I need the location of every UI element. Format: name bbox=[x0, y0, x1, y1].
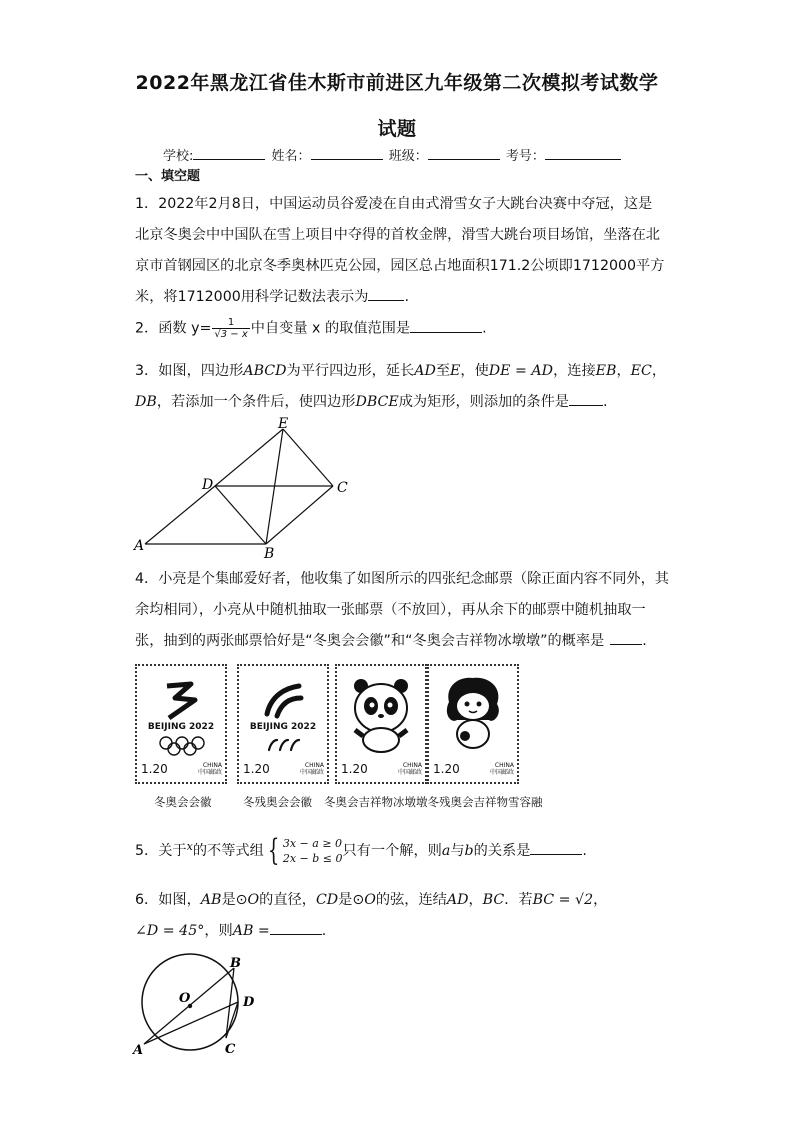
inequality-rows bbox=[283, 836, 343, 866]
q5-math: b bbox=[464, 843, 474, 859]
q5-period: . bbox=[582, 843, 587, 859]
label-c: C bbox=[337, 480, 348, 496]
q6-math: BC bbox=[482, 892, 505, 908]
label-o: O bbox=[179, 991, 191, 1006]
stamp-china-label bbox=[300, 762, 324, 776]
q2-text-a: 2．函数 y= bbox=[135, 320, 212, 337]
beijing-2022-text: BEIJING 2022 bbox=[249, 722, 317, 732]
q6-math: AB bbox=[200, 892, 222, 908]
q1-period: . bbox=[404, 289, 409, 305]
q4-line3 bbox=[135, 630, 647, 650]
q6-text: 的直径， bbox=[259, 892, 316, 908]
china-en: CHINA bbox=[202, 762, 222, 769]
q6-math: ∠D = 45° bbox=[135, 923, 205, 939]
olympic-rings-icon bbox=[158, 736, 206, 756]
section-heading: 一、填空题 bbox=[135, 169, 201, 184]
q3-text: 成为矩形，则添加的条件是 bbox=[398, 394, 569, 410]
china-cn: 中国邮政 bbox=[299, 769, 324, 776]
china-en: CHINA bbox=[494, 762, 514, 769]
q1-line4 bbox=[135, 286, 409, 306]
china-cn: 中国邮政 bbox=[397, 769, 422, 776]
caption-paralympics-emblem: 冬残奥会会徽 bbox=[243, 795, 312, 809]
segment-bc bbox=[266, 486, 333, 544]
class-label: 班级： bbox=[388, 149, 428, 164]
q3-text: ， bbox=[651, 363, 667, 379]
q5-line bbox=[135, 833, 587, 868]
label-a: A bbox=[133, 1043, 144, 1058]
q5-text: 的不等式组 bbox=[192, 843, 264, 859]
q3-text: ，若添加一个条件后，使四边形 bbox=[156, 394, 356, 410]
q3-text: 为平行四边形，延长 bbox=[286, 363, 415, 379]
name-label: 姓名： bbox=[271, 149, 311, 164]
brace-icon: { bbox=[267, 833, 280, 868]
exam-no-blank[interactable] bbox=[545, 147, 621, 160]
agitos-icon bbox=[265, 736, 301, 754]
q2-fraction bbox=[212, 317, 249, 340]
q3-text: ，连接 bbox=[553, 363, 596, 379]
q6-text: ，则 bbox=[204, 923, 233, 939]
stamp-china-label bbox=[398, 762, 422, 776]
paralympics-emblem-icon bbox=[255, 678, 311, 722]
q1-text: 米，将1712000用科学记数法表示为 bbox=[135, 289, 369, 305]
stamp-winter-olympics-emblem bbox=[135, 664, 227, 784]
q6-math: O bbox=[247, 892, 260, 908]
q2-numerator: 1 bbox=[227, 317, 235, 328]
q6-text: ， bbox=[593, 892, 608, 908]
segment-de bbox=[215, 429, 283, 486]
inequality-2: 2x − b ≤ 0 bbox=[282, 852, 343, 865]
q3-line2 bbox=[135, 391, 608, 411]
inequality-system bbox=[264, 833, 343, 868]
stamp-price: 1.20 bbox=[433, 762, 460, 776]
exam-title-line2: 试题 bbox=[377, 118, 417, 140]
inequality-1: 3x − a ≥ 0 bbox=[282, 837, 343, 850]
q5-math: a bbox=[441, 843, 451, 859]
stamp-price: 1.20 bbox=[141, 762, 168, 776]
beijing-2022-text: BEIJING 2022 bbox=[147, 722, 215, 732]
label-a: A bbox=[134, 538, 145, 554]
q5-answer-blank[interactable] bbox=[530, 841, 582, 855]
q3-figure bbox=[130, 414, 360, 564]
q1-line2: 北京冬奥会中中国队在雪上项目中夺得的首枚金牌，滑雪大跳台项目场馆，坐落在北 bbox=[135, 227, 660, 243]
class-blank[interactable] bbox=[428, 147, 500, 160]
q6-math: BC = √2 bbox=[532, 892, 594, 908]
q3-text: ， bbox=[616, 363, 631, 379]
q4-line1: 4．小亮是个集邮爱好者，他收集了如图所示的四张纪念邮票（除正面内容不同外，其 bbox=[135, 571, 669, 587]
segment-ec bbox=[283, 429, 333, 486]
china-cn: 中国邮政 bbox=[489, 769, 514, 776]
q1-line3: 京市首钢园区的北京冬季奥林匹克公园，园区总占地面积171.2公顷即1712000平方 bbox=[135, 258, 665, 274]
q6-math: AB = bbox=[232, 923, 270, 939]
lantern-mascot-icon bbox=[439, 674, 507, 756]
q3-line1 bbox=[135, 360, 666, 380]
label-e: E bbox=[278, 416, 289, 432]
caption-winter-olympics-emblem: 冬奥会会徽 bbox=[154, 795, 212, 809]
q3-text: 至 bbox=[435, 363, 451, 379]
winter-olympics-emblem-icon bbox=[153, 678, 209, 722]
q6-text: 是⊙ bbox=[221, 892, 248, 908]
q6-line1 bbox=[135, 889, 607, 909]
q1-line1: 1．2022年2月8日，中国运动员谷爱凌在自由式滑雪女子大跳台决赛中夺冠，这是 bbox=[135, 196, 653, 212]
panda-mascot-icon bbox=[347, 674, 415, 756]
q3-period: . bbox=[603, 394, 608, 410]
chord-ad bbox=[144, 1002, 238, 1044]
q6-answer-blank[interactable] bbox=[270, 921, 322, 935]
q6-line2 bbox=[135, 920, 326, 940]
school-blank[interactable] bbox=[193, 147, 265, 160]
q6-period: . bbox=[321, 923, 327, 939]
q3-answer-blank[interactable] bbox=[569, 392, 603, 406]
label-c: C bbox=[225, 1042, 236, 1057]
q6-text: ．若 bbox=[504, 892, 533, 908]
q3-math: ABCD bbox=[243, 363, 287, 379]
q3-math: EB bbox=[595, 363, 617, 379]
q3-text: ，使 bbox=[460, 363, 489, 379]
stamp-china-label bbox=[490, 762, 514, 776]
q6-math: O bbox=[364, 892, 376, 908]
q6-text: 的弦，连结 bbox=[375, 892, 447, 908]
label-d: D bbox=[202, 477, 214, 493]
stamp-china-label bbox=[198, 762, 222, 776]
student-info-line bbox=[163, 145, 623, 164]
stamp-price: 1.20 bbox=[341, 762, 368, 776]
q6-figure bbox=[130, 952, 270, 1062]
china-en: CHINA bbox=[304, 762, 324, 769]
q3-math: DBCE bbox=[355, 394, 399, 410]
q2-denominator: √3 − x bbox=[214, 329, 248, 340]
q3-math: E bbox=[450, 363, 461, 379]
china-en: CHINA bbox=[402, 762, 422, 769]
stamp-shuey-rhon-rhon bbox=[427, 664, 519, 784]
q4-period: . bbox=[642, 633, 647, 649]
segment-db bbox=[215, 486, 266, 544]
label-b: B bbox=[264, 546, 275, 562]
q5-text: 5．关于 bbox=[135, 843, 187, 859]
q5-text: 与 bbox=[450, 843, 465, 859]
q2-period: . bbox=[482, 320, 487, 337]
exam-no-label: 考号： bbox=[505, 149, 545, 164]
exam-title-line1: 2022年黑龙江省佳木斯市前进区九年级第二次模拟考试数学 bbox=[135, 72, 659, 94]
q3-math: DE = AD bbox=[488, 363, 554, 379]
china-cn: 中国邮政 bbox=[197, 769, 222, 776]
caption-mascots: 冬奥会吉祥物冰墩墩冬残奥会吉祥物雪容融 bbox=[324, 795, 543, 809]
stamp-price: 1.20 bbox=[243, 762, 270, 776]
q3-math: AD bbox=[414, 363, 436, 379]
label-d: D bbox=[243, 995, 255, 1010]
q1-answer-blank[interactable] bbox=[368, 287, 404, 301]
q4-text: 张，抽到的两张邮票恰好是“冬奥会会徽”和“冬奥会吉祥物冰墩墩”的概率是 bbox=[135, 633, 605, 649]
q2-line bbox=[135, 317, 487, 340]
label-b: B bbox=[230, 956, 241, 971]
q2-text-b: 中自变量 x 的取值范围是 bbox=[250, 320, 411, 337]
q6-text: 是⊙ bbox=[338, 892, 365, 908]
q4-answer-blank[interactable] bbox=[610, 631, 642, 645]
q3-math: EC bbox=[630, 363, 652, 379]
q5-text: 只有一个解，则 bbox=[342, 843, 442, 859]
q5-text: 的关系是 bbox=[473, 843, 531, 859]
q2-answer-blank[interactable] bbox=[410, 319, 482, 333]
stamp-bing-dwen-dwen bbox=[335, 664, 427, 784]
q6-math: AD bbox=[446, 892, 469, 908]
q6-text: 6．如图， bbox=[135, 892, 201, 908]
stamp-paralympics-emblem bbox=[237, 664, 329, 784]
q3-math: DB bbox=[135, 394, 157, 410]
q6-text: ， bbox=[468, 892, 483, 908]
q6-math: CD bbox=[315, 892, 339, 908]
q5-math: x bbox=[186, 840, 193, 853]
q4-line2: 余均相同），小亮从中随机抽取一张邮票（不放回），再从余下的邮票中随机抽取一 bbox=[135, 602, 646, 618]
school-label: 学校: bbox=[163, 149, 194, 164]
segment-ad bbox=[145, 486, 215, 544]
q3-text: 3．如图，四边形 bbox=[135, 363, 244, 379]
name-blank[interactable] bbox=[311, 147, 383, 160]
